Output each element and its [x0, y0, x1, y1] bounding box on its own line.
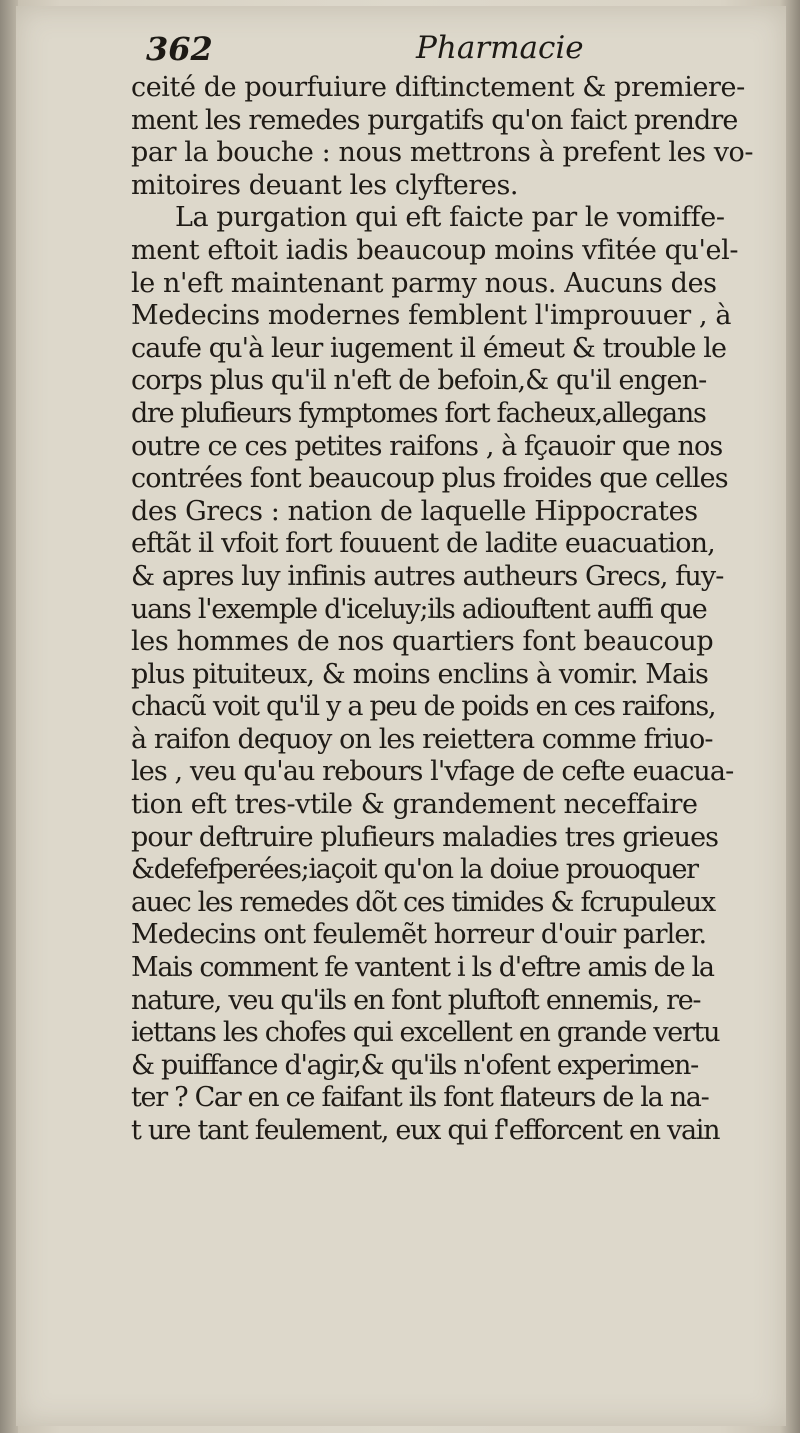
paragraph-first-line: La purgation qui eft faicte par le vomiffe- — [175, 202, 725, 234]
text-line: le n'eft maintenant parmy nous. Aucuns des — [131, 267, 717, 299]
text-line: & apres luy infinis autres autheurs Grecs, fuy- — [131, 560, 724, 592]
text-line: nature, veu qu'ils en font pluftoft ennemis, re- — [131, 984, 701, 1016]
text-line: Medecins modernes femblent l'improuuer , à — [131, 300, 732, 332]
text-line: iettans les chofes qui excellent en grande vertu — [131, 1017, 720, 1049]
page-number: 362 — [146, 30, 213, 68]
running-title: Pharmacie — [416, 30, 584, 66]
body-text — [131, 72, 771, 1148]
text-line: des Grecs : nation de laquelle Hippocrates — [131, 495, 698, 527]
text-line: outre ce ces petites raifons , à fçauoir que nos — [131, 430, 723, 462]
text-line: corps plus qu'il n'eft de befoin,& qu'il engen- — [131, 365, 707, 397]
text-line: eftãt il vfoit fort fouuent de ladite euacuation, — [131, 528, 715, 560]
text-line: plus pituiteux, & moins enclins à vomir. Mais — [131, 658, 708, 690]
text-line: caufe qu'à leur iugement il émeut & trouble le — [131, 332, 727, 364]
text-line: pour deftruire plufieurs maladies tres grieues — [131, 821, 719, 853]
text-line: contrées font beaucoup plus froides que celles — [131, 463, 728, 495]
text-line: Mais comment fe vantent i ls d'eftre amis de la — [131, 952, 714, 984]
text-line: ter ? Car en ce faifant ils font flateurs de la na- — [131, 1082, 709, 1114]
text-line: & puiffance d'agir,& qu'ils n'ofent experimen- — [131, 1049, 698, 1081]
text-line: t ure tant feulement, eux qui f'efforcent en vain — [131, 1115, 720, 1146]
text-line: ment les remedes purgatifs qu'on faict prendre — [131, 104, 738, 136]
text-line: uans l'exemple d'iceluy;ils adiouftent auffi que — [131, 593, 707, 625]
text-line: auec les remedes dõt ces timides & fcrupuleux — [131, 886, 715, 918]
text-line: Medecins ont feulemẽt horreur d'ouir parler. — [131, 919, 707, 951]
text-line: dre plufieurs fymptomes fort facheux,allegans — [131, 397, 706, 429]
text-line: chacũ voit qu'il y a peu de poids en ces raifons, — [131, 691, 716, 723]
text-line: mitoires deuant les clyfteres. — [131, 169, 519, 201]
page-header — [146, 30, 586, 78]
text-line: à raifon dequoy on les reiettera comme friuo- — [131, 723, 713, 755]
text-line: tion eft tres-vtile & grandement neceffaire — [131, 789, 698, 821]
text-line: ceité de pourfuiure diftinctement & premiere- — [131, 72, 745, 103]
text-line: les , veu qu'au rebours l'vfage de cefte euacua- — [131, 756, 734, 788]
text-line: ment eftoit iadis beaucoup moins vfitée qu'el- — [131, 234, 739, 266]
text-line: par la bouche : nous mettrons à prefent les vo- — [131, 137, 754, 169]
text-line: les hommes de nos quartiers font beaucoup — [131, 626, 714, 658]
text-line: &defefperées;iaçoit qu'on la doiue prouoquer — [131, 854, 698, 886]
